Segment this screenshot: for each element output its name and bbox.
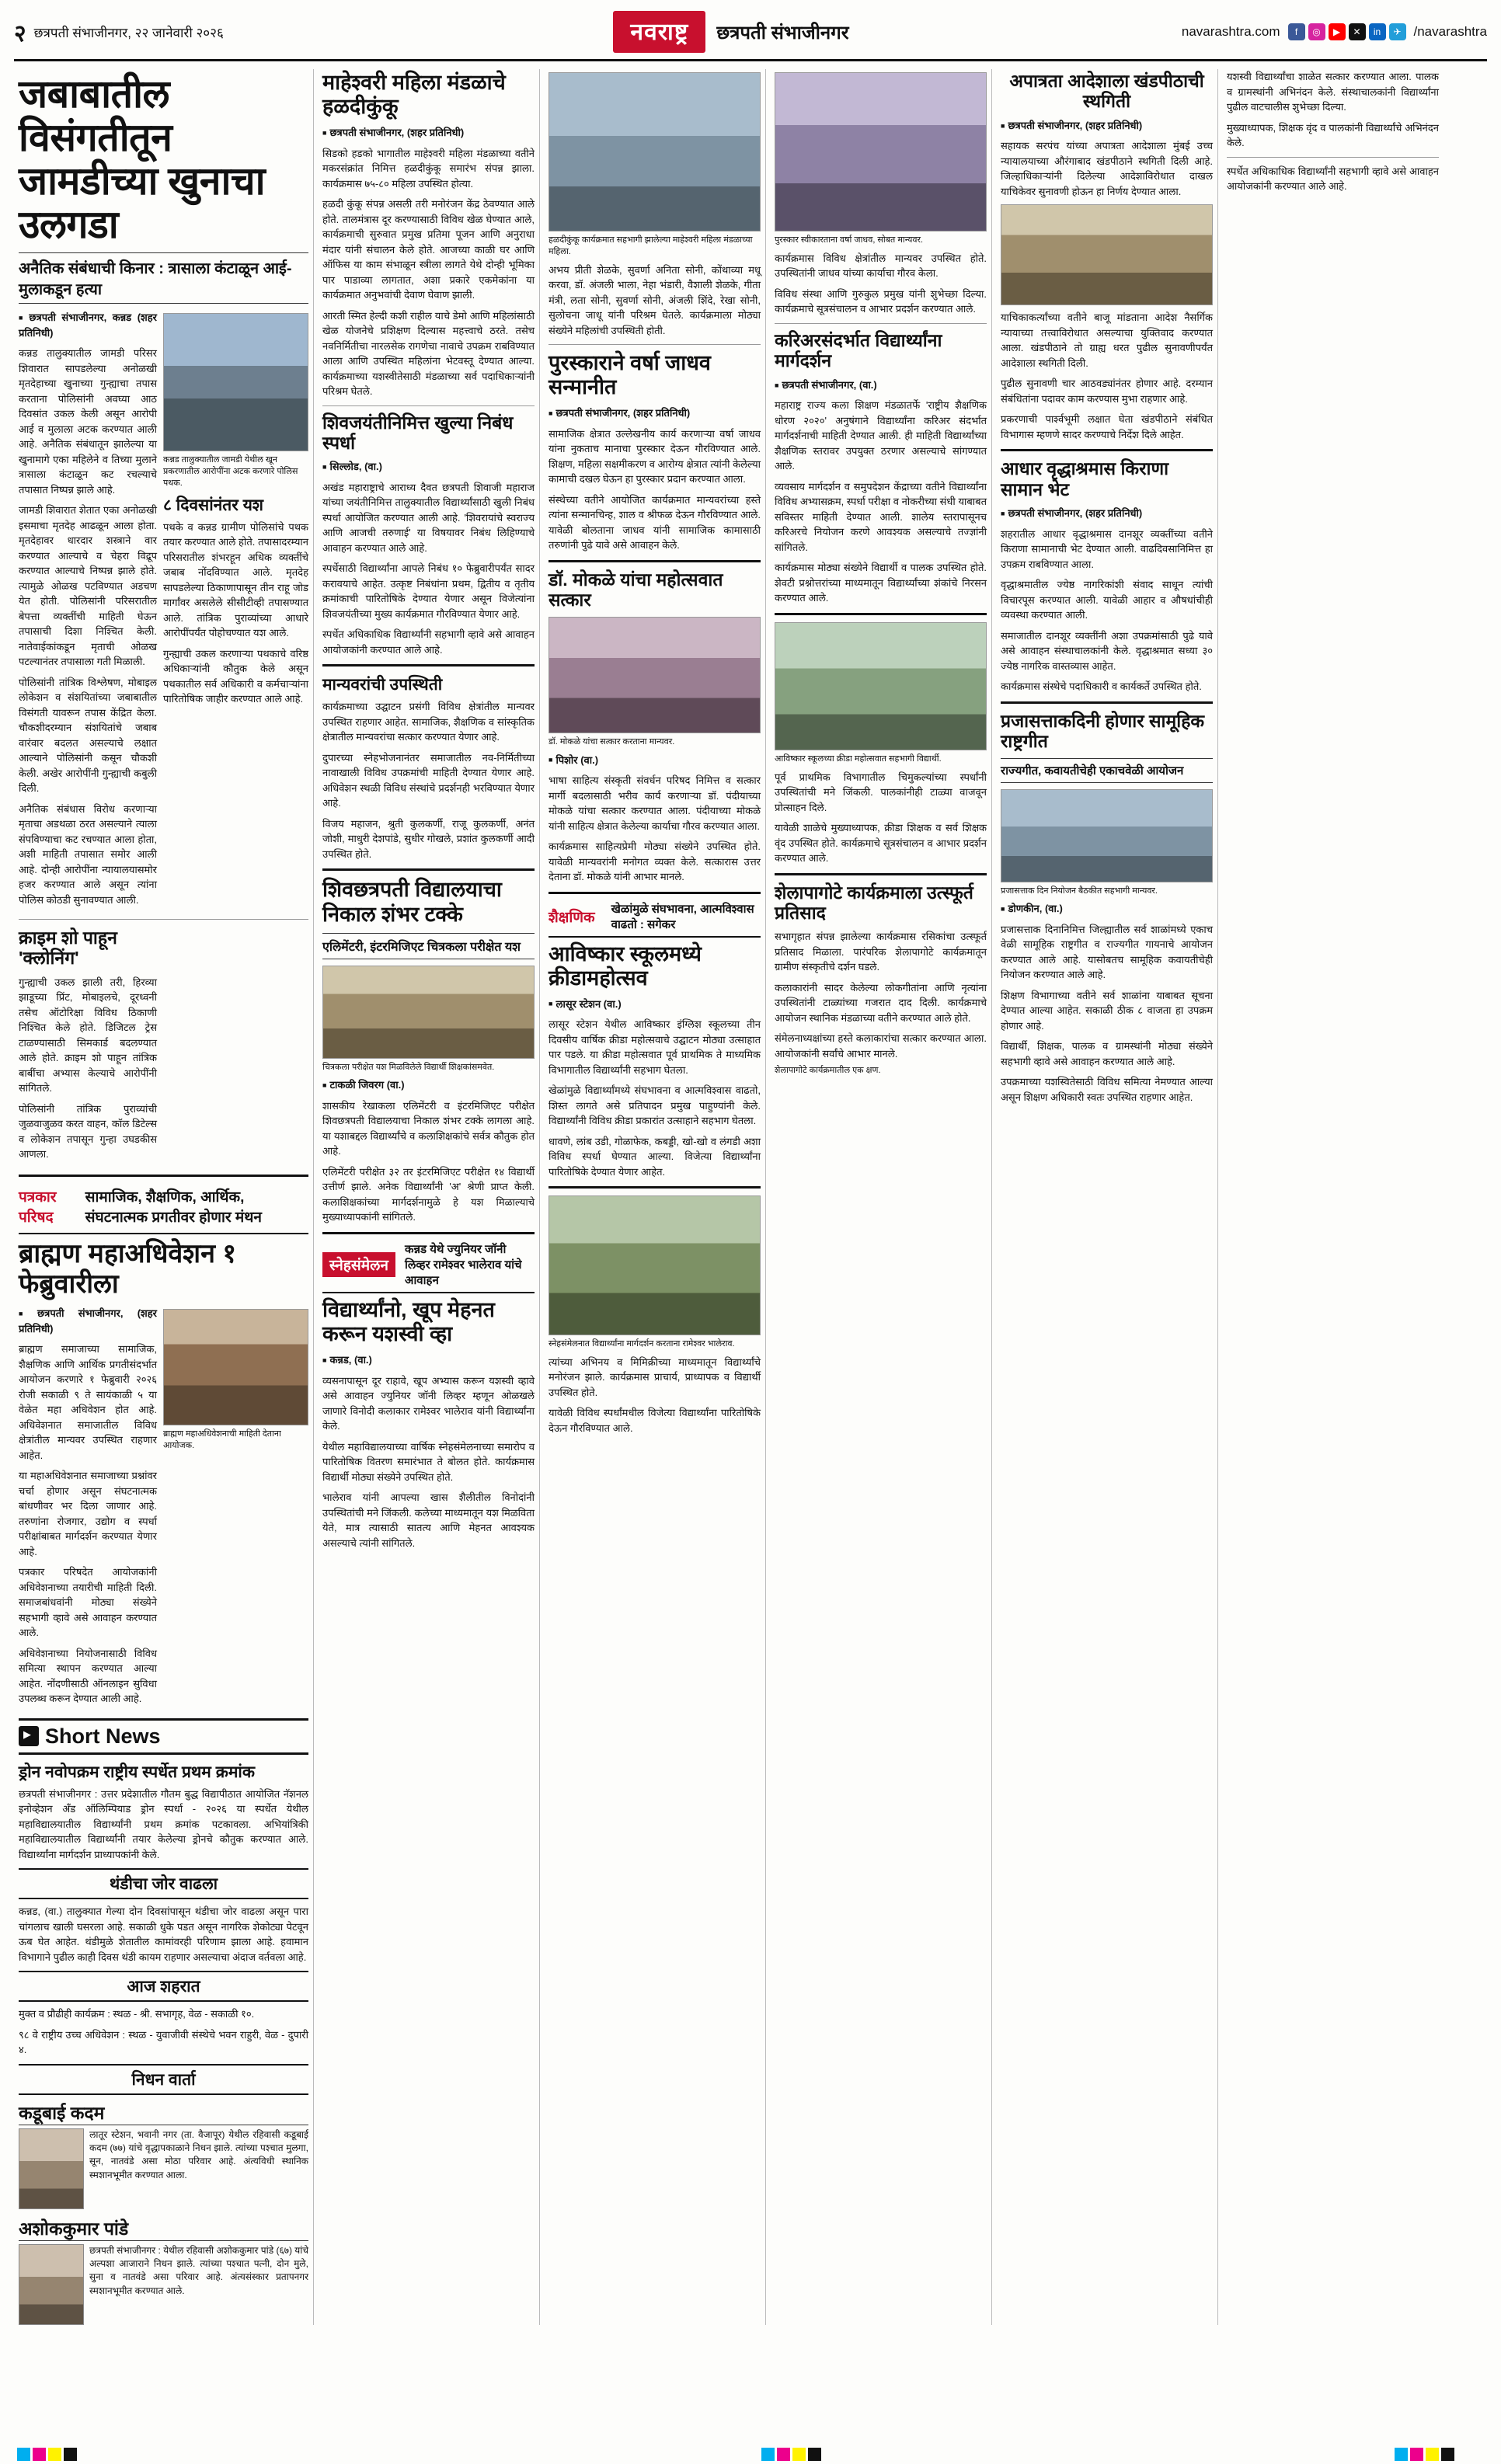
kicker-tag: पत्रकार परिषद bbox=[19, 1188, 57, 1226]
divider bbox=[1001, 701, 1213, 704]
dateline: ■ कन्नड, (वा.) bbox=[322, 1354, 372, 1366]
school-result-subhead: एलिमेंटरी, इंटरमिजिएट चित्रकला परीक्षेत यश bbox=[322, 933, 535, 959]
article-text: पोलिसांनी तांत्रिक पुराव्यांची जुळवाजुळव करत वाहन, कॉल डिटेल्स व लोकेशन तपासून गुन्हा उघडकीस आणला. bbox=[19, 1102, 157, 1161]
article-text bbox=[19, 1306, 157, 1336]
masthead-center bbox=[359, 11, 1103, 53]
dateline: ■ छत्रपती संभाजीनगर, (शहर प्रतिनिधी) bbox=[1001, 507, 1142, 519]
article-text: आरती स्मित हेल्दी कशी राहील याचे डेमो आणि महिलांसाठी खेळ योजनेचे प्रशिक्षण दिल्यास महत्त्वाचे ठरते. तसेच नवनिर्मितीचा नारलसेक रागणेचा नावाचे उपक्रम राबविण्यात आला आणि उपस्थित महिलांना भेटवस्तू देण्यात आल्या. कार्यक्रमाच्या यशस्वीतेसाठी मंडळाच्या सर्व पदाधिकाऱ्यांनी परिश्रम घेतले. bbox=[322, 309, 535, 398]
play-icon bbox=[19, 1726, 39, 1746]
article-text: कार्यक्रमास विविध क्षेत्रांतील मान्यवर उपस्थित होते. उपस्थितांनी जाधव यांच्या कार्याचा गौरव केला. bbox=[775, 252, 987, 280]
edition-name: छत्रपती संभाजीनगर bbox=[716, 22, 849, 44]
article-text bbox=[1001, 506, 1213, 521]
article-photo bbox=[322, 966, 535, 1059]
divider bbox=[322, 664, 535, 666]
article-photo bbox=[1001, 789, 1213, 882]
divider bbox=[549, 892, 761, 894]
photo-caption: प्रजासत्ताक दिन नियोजन बैठकीत सहभागी मान्यवर. bbox=[1001, 886, 1158, 896]
short-news-item bbox=[19, 1761, 308, 1863]
today-item: ९८ वे राष्ट्रीय उच्च अधिवेशन : स्थळ - युवाजीवी संस्थेचे भवन राहुरी, वेळ - दुपारी ४. bbox=[19, 2028, 308, 2056]
obituary-photo bbox=[19, 2128, 84, 2209]
x-icon[interactable]: ✕ bbox=[1349, 23, 1366, 40]
article-text: अधिवेशनाच्या नियोजनासाठी विविध समित्या स्थापन करण्यात आल्या आहेत. नोंदणीसाठी ऑनलाइन सुविधा उपलब्ध करून देण्यात आली आहे. bbox=[19, 1647, 157, 1705]
article-text: स्पर्धेत अधिकाधिक विद्यार्थ्यांनी सहभागी व्हावे असे आवाहन आयोजकांनी करण्यात आले आहे. bbox=[1227, 165, 1439, 192]
gavel-photo bbox=[1001, 204, 1213, 305]
snehasammelan-kicker bbox=[322, 1241, 535, 1293]
masthead bbox=[14, 11, 1487, 61]
dateline: ■ छत्रपती संभाजीनगर, (शहर प्रतिनिधी) bbox=[549, 407, 690, 419]
dateline: ■ छत्रपती संभाजीनगर, (शहर प्रतिनिधी) bbox=[19, 1307, 157, 1335]
article-text: मुख्याध्यापक, शिक्षक वृंद व पालकांनी विद्यार्थ्यांचे अभिनंदन केले. bbox=[1227, 121, 1439, 148]
article-text bbox=[549, 997, 761, 1012]
kicker-text: कन्नड येथे ज्युनियर जॉनी लिव्हर रामेश्वर भालेराव यांचे आवाहन bbox=[404, 1242, 522, 1287]
article-text: स्पर्धेसाठी विद्यार्थ्यांना आपले निबंध १० फेब्रुवारीपर्यंत सादर करावयाचे आहेत. उत्कृष्ट निबंधांना प्रथम, द्वितीय व तृतीय क्रमांकाची पारितोषिके देण्यात येणार असून विजेत्यांना शिवजयंतीच्या मुख्य कार्यक्रमात गौरविण्यात येणार आहे. bbox=[322, 562, 535, 620]
masthead-left bbox=[14, 16, 348, 48]
column-2 bbox=[318, 69, 539, 2325]
dateline: ■ लासूर स्टेशन (वा.) bbox=[549, 998, 622, 1010]
linkedin-icon[interactable]: in bbox=[1369, 23, 1386, 40]
article-text: पोलिसांनी तांत्रिक विश्लेषण, मोबाइल लोकेशन व संशयितांच्या जबाबातील विसंगती यावरून तपास केंद्रित केला. चौकशीदरम्यान संशयितांचे जबाब वारंवार बदलत असल्याचे लक्षात आल्याने पोलिसांनी कसून चौकशी केली. अखेर आरोपींनी गुन्ह्याची कबुली दिली. bbox=[19, 676, 157, 794]
social-handle[interactable]: /navarashtra bbox=[1413, 24, 1487, 39]
crime-show-headline: क्राइम शो पाहून 'क्लोनिंग' bbox=[19, 927, 117, 969]
dignitaries-subhead: मान्यवरांची उपस्थिती bbox=[322, 676, 443, 694]
article-text bbox=[322, 459, 535, 475]
lead-subheadline: अनैतिक संबंधाची किनार : त्रासाला कंटाळून आई-मुलाकडून हत्या bbox=[19, 252, 308, 304]
republic-day-headline: प्रजासत्ताकदिनी होणार सामूहिक राष्ट्रगीत bbox=[1001, 710, 1205, 752]
facebook-icon[interactable]: f bbox=[1288, 23, 1305, 40]
photo-caption: ब्राह्मण महाअधिवेशनाची माहिती देताना आयोजक. bbox=[163, 1429, 281, 1450]
article-text bbox=[322, 1077, 535, 1093]
divider bbox=[1227, 157, 1439, 158]
color-bar bbox=[17, 2448, 77, 2461]
essay-contest-headline: शिवजयंतीनिमित्त खुल्या निबंध स्पर्धा bbox=[322, 412, 514, 454]
short-news-headline: ड्रोन नवोपक्रम राष्ट्रीय स्पर्धेत प्रथम क्रमांक bbox=[19, 1763, 255, 1781]
career-guidance-headline: करिअरसंदर्भात विद्यार्थ्यांना मार्गदर्शन bbox=[775, 329, 942, 371]
article-photo bbox=[775, 622, 987, 750]
column-4 bbox=[770, 69, 991, 2325]
article-text: गुन्ह्याची उकल करणाऱ्या पथकाचे वरिष्ठ अधिकाऱ्यांनी कौतुक केले असून पथकातील सर्व अधिकारी व कर्मचाऱ्यांना पारितोषिक जाहीर करण्यात आले आहे. bbox=[163, 647, 308, 705]
article-text: उपक्रमाच्या यशस्वितेसाठी विविध समित्या नेमण्यात आल्या असून शिक्षण अधिकारी स्वतः उपस्थित राहणार आहेत. bbox=[1001, 1076, 1213, 1103]
article-text: यशस्वी विद्यार्थ्यांचा शाळेत सत्कार करण्यात आला. पालक व ग्रामस्थांनी अभिनंदन केले. संस्थाचालकांनी विद्यार्थ्यांना पुढील वाटचालीस शुभेच्छा दिल्या. bbox=[1227, 71, 1439, 113]
article-text: कार्यक्रमास संस्थेचे पदाधिकारी व कार्यकर्ते उपस्थित होते. bbox=[1001, 680, 1202, 693]
divider bbox=[322, 1232, 535, 1234]
brahman-convention-headline: ब्राह्मण महाअधिवेशन १ फेब्रुवारीला bbox=[19, 1238, 237, 1299]
kicker-text: खेळांमुळे संघभावना, आत्मविश्वास वाढतो : सगेकर bbox=[611, 902, 754, 931]
photo-caption: चित्रकला परीक्षेत यश मिळविलेले विद्यार्थी शिक्षकांसमवेत. bbox=[322, 1062, 495, 1072]
article-text: पथके व कन्नड ग्रामीण पोलिसांचे पथक तयार करण्यात आले होते. तपासादरम्यान परिसरातील शंभरहून अधिक व्यक्तींचे जबाब नोंदविण्यात आले. मृतदेह सापडलेल्या ठिकाणापासून तीन राहू जोड मार्गांवर असलेले सीसीटीव्ही तपासण्यात आले. तांत्रिक पुराव्यांच्या आधारे आरोपींपर्यंत पोहोचण्यात यश आले. bbox=[163, 520, 308, 639]
article-text: महाराष्ट्र राज्य कला शिक्षण मंडळातर्फे 'राष्ट्रीय शैक्षणिक धोरण २०२०' अनुषंगाने विद्यार्थ्यांना करिअर संदर्भात मार्गदर्शनाची माहिती देण्यात आली. ही माहिती विद्यार्थ्यांच्या शैक्षणिक स्तरावर उपयुक्त ठरणार असल्याचे सांगण्यात आले. bbox=[775, 399, 987, 472]
dateline: ■ डोणकीन, (वा.) bbox=[1001, 903, 1063, 914]
obituary-photo bbox=[19, 2244, 84, 2325]
sports-festival-headline: आविष्कार स्कूलमध्ये क्रीडामहोत्सव bbox=[549, 941, 702, 990]
republic-day-subhead: राज्यगीत, कवायतीचेही एकाचवेळी आयोजन bbox=[1001, 758, 1213, 783]
education-kicker bbox=[549, 901, 761, 938]
article-text: स्पर्धेत अधिकाधिक विद्यार्थ्यांनी सहभागी व्हावे असे आवाहन आयोजकांनी करण्यात आले आहे. bbox=[322, 628, 535, 656]
social-icons bbox=[1288, 23, 1406, 40]
divider bbox=[775, 323, 987, 324]
article-text: व्यवसाय मार्गदर्शन व समुपदेशन केंद्राच्या वतीने विद्यार्थ्यांना विविध अभ्यासक्रम, स्पर्धा परीक्षा व नोकरीच्या संधी याबाबत सविस्तर माहिती देण्यात आली. शालेय स्तरापासूनच करिअरचे नियोजन करणे आवश्यक असल्याचे तज्ज्ञांनी सांगितले. bbox=[775, 480, 987, 553]
column-6 bbox=[1222, 69, 1444, 2325]
article-text: हळदी कुंकू संपन्न असली तरी मनोरंजन केंद्र ठेवण्यात आले होते. तालमंत्रास दूर करण्यासाठी विविध खेळ घेण्यात आले, कार्यक्रमाची सुरुवात प्रमुख प्रतिमा पूजन आणि अनुराधा मंदार यांनी संचालन केले होते. आजच्या काळी घर आणि ऑफिस या काम संभाळून स्त्रीला लागते येथे दोन्ही भूमिका पार पाडाव्या लागतात, अशा प्रकारे एकमेकांना या कार्यक्रमात अनुभवांची देवाण घेवाण झाली. bbox=[322, 198, 535, 301]
article-text: दुपारच्या स्नेहभोजनानंतर समाजातील नव-निर्मितीच्या नावाखाली विविध उपक्रमांची माहिती देण्यात येणार आहे. अधिवेशन स्थळी विविध संस्थांचे प्रदर्शनही भरविण्यात येणार आहे. bbox=[322, 751, 535, 809]
article-text bbox=[1001, 118, 1213, 134]
obituary-text: छत्रपती संभाजीनगर : येथील रहिवासी अशोककुमार पांडे (६७) यांचे अल्पशा आजाराने निधन झाले. त्यांच्या पश्चात पत्नी, दोन मुले, सुना व नातवंडे असा परिवार आहे. अंत्यसंस्कार प्रतापनगर स्मशानभूमीत करण्यात आले. bbox=[89, 2244, 308, 2296]
article-text: सभागृहात संपन्न झालेल्या कार्यक्रमास रसिकांचा उत्स्फूर्त प्रतिसाद मिळाला. पारंपरिक शेलापागोटे कार्यक्रमातून ग्रामीण संस्कृतीचे दर्शन घडले. bbox=[775, 931, 987, 973]
article-text: विद्यार्थी, शिक्षक, पालक व ग्रामस्थांनी मोठ्या संख्येने सहभागी व्हावे असे आवाहन करण्यात आले आहे. bbox=[1001, 1040, 1213, 1067]
short-news-text: कन्नड, (वा.) तालुक्यात गेल्या दोन दिवसांपासून थंडीचा जोर वाढला असून पारा चांगलाच खाली घसरला आहे. सकाळी धुके पडत असून नागरिक शेकोट्या पेटवून ऊब घेत आहेत. थंडीमुळे शेतातील कामांवरही परिणाम झाला आहे. हवामान विभागाने पुढील काही दिवस थंडी कायम राहणार असल्याचा अंदाज वर्तवला आहे. bbox=[19, 1905, 308, 1963]
obituary-name: अशोककुमार पांडे bbox=[19, 2215, 308, 2241]
photo-caption: आविष्कार स्कूलच्या क्रीडा महोत्सवात सहभागी विद्यार्थी. bbox=[775, 753, 942, 764]
short-news-title: Short News bbox=[45, 1724, 161, 1748]
article-text: अखंड महाराष्ट्राचे आराध्य दैवत छत्रपती शिवाजी महाराज यांच्या जयंतीनिमित्त तालुक्यातील विद्यार्थ्यांसाठी खुली निबंध स्पर्धा आयोजित करण्यात आली आहे. 'शिवरायांचे स्वराज्य आणि आजची तरुणाई' या विषयावर निबंध लिहिण्याचे आवाहन करण्यात आले आहे. bbox=[322, 481, 535, 554]
article-text: एलिमेंटरी परीक्षेत ३२ तर इंटरमिजिएट परीक्षेत १४ विद्यार्थी उत्तीर्ण झाले. अनेक विद्यार्थ्यांनी 'अ' श्रेणी प्राप्त केली. कलाशिक्षकांच्या मार्गदर्शनामुळे हे यश मिळाल्याचे मुख्याध्यापकांनी सांगितले. bbox=[322, 1165, 535, 1223]
kicker-tag: स्नेहसंमेलन bbox=[322, 1252, 395, 1277]
dateline: ■ छत्रपती संभाजीनगर, (शहर प्रतिनिधी) bbox=[1001, 120, 1142, 131]
shelapagote-headline: शेलापागोटे कार्यक्रमाला उत्स्फूर्त प्रतिसाद bbox=[775, 882, 973, 923]
article-text: या महाअधिवेशनात समाजाच्या प्रश्नांवर चर्चा होणार असून संघटनात्मक बांधणीवर भर दिला जाणार आहे. तरुणांना रोजगार, उद्योग व स्पर्धा परीक्षांबाबत मार्गदर्शन करण्यात येणार आहे. bbox=[19, 1470, 157, 1557]
article-text bbox=[549, 753, 761, 768]
short-news-header bbox=[19, 1718, 308, 1755]
article-text: शहरातील आधार वृद्धाश्रमास दानशूर व्यक्तींच्या वतीने किराणा सामानाची भेट देण्यात आली. वाढदिवसानिमित्त हा उपक्रम राबविण्यात आला. bbox=[1001, 527, 1213, 570]
kicker-tag: शैक्षणिक bbox=[549, 909, 595, 926]
article-text: संस्थेच्या वतीने आयोजित कार्यक्रमात मान्यवरांच्या हस्ते त्यांना सन्मानचिन्ह, शाल व श्रीफळ देऊन गौरविण्यात आले. यावेळी बोलताना जाधव यांनी सामाजिक कामासाठी तरुणांनी पुढे यावे असे आवाहन केले. bbox=[549, 493, 761, 552]
article-text: खेळांमुळे विद्यार्थ्यांमध्ये संघभावना व आत्मविश्वास वाढतो, शिस्त लागते असे प्रतिपादन प्रमुख पाहुण्यांनी केले. विद्यार्थ्यांनी विविध क्रीडा प्रकारांत उत्साहाने सहभाग घेतला. bbox=[549, 1084, 761, 1127]
article-text: शासकीय रेखाकला एलिमेंटरी व इंटरमिजिएट परीक्षेत शिवछत्रपती विद्यालयाचा निकाल शंभर टक्के लागला आहे. या यशाबद्दल विद्यार्थ्यांचे व कलाशिक्षकांचे सर्वत्र कौतुक होत आहे. bbox=[322, 1099, 535, 1157]
telegram-icon[interactable]: ✈ bbox=[1389, 23, 1406, 40]
photo-caption: पुरस्कार स्वीकारताना वर्षा जाधव, सोबत मान्यवर. bbox=[775, 235, 924, 245]
article-text: याचिकाकर्त्यांच्या वतीने बाजू मांडताना आदेश नैसर्गिक न्यायाच्या तत्त्वाविरोधात असल्याचा युक्तिवाद करण्यात आला. खंडपीठाने तो ग्राह्य धरत पुढील सुनावणीपर्यंत आदेशाला स्थगिती दिली. bbox=[1001, 311, 1213, 369]
article-text: कार्यक्रमास साहित्यप्रेमी मोठ्या संख्येने उपस्थित होते. यावेळी मान्यवरांनी मनोगत व्यक्त केले. सत्कारास उत्तर देताना डॉ. मोकळे यांनी आभार मानले. bbox=[549, 840, 761, 882]
obituary-item bbox=[19, 2215, 308, 2325]
divider bbox=[549, 560, 761, 562]
article-text: यावेळी विविध स्पर्धांमधील विजेत्या विद्यार्थ्यांना पारितोषिके देऊन गौरविण्यात आले. bbox=[549, 1407, 761, 1434]
article-text: पत्रकार परिषदेत आयोजकांनी अधिवेशनाच्या तयारीची माहिती दिली. समाजबांधवांनी मोठ्या संख्येने सहभागी व्हावे असे आवाहन करण्यात आले. bbox=[19, 1566, 157, 1639]
divider bbox=[775, 873, 987, 875]
school-result-headline: शिवछत्रपती विद्यालयाचा निकाल शंभर टक्के bbox=[322, 878, 502, 926]
page-number: २ bbox=[14, 20, 26, 47]
photo-caption: स्नेहसंमेलनात विद्यार्थ्यांना मार्गदर्शन करताना रामेश्वर भालेराव. bbox=[549, 1339, 735, 1349]
article-text bbox=[775, 378, 987, 393]
article-text: कलाकारांनी सादर केलेल्या लोकगीतांना आणि नृत्यांना उपस्थितांनी टाळ्यांच्या गजरात दाद दिली. कार्यक्रमाचे आयोजन स्थानिक मंडळाच्या वतीने करण्यात आले होते. bbox=[775, 981, 987, 1024]
divider bbox=[19, 1175, 308, 1177]
maheshwari-headline: माहेश्वरी महिला मंडळाचे हळदीकुंकू bbox=[322, 71, 506, 119]
article-text: त्यांच्या अभिनय व मिमिक्रीच्या माध्यमातून विद्यार्थ्यांचे मनोरंजन झाले. कार्यक्रमास प्राचार्य, प्राध्यापक व विद्यार्थी उपस्थित होते. bbox=[549, 1356, 761, 1398]
color-bar bbox=[1395, 2448, 1454, 2461]
article-text: प्रकरणाची पार्श्वभूमी लक्षात घेता खंडपीठाने संबंधित विभागास म्हणणे सादर करण्याचे निर्देश दिले आहेत. bbox=[1001, 413, 1213, 440]
website-url[interactable]: navarashtra.com bbox=[1181, 24, 1280, 39]
article-photo bbox=[163, 313, 308, 451]
article-text: यावेळी शाळेचे मुख्याध्यापक, क्रीडा शिक्षक व सर्व शिक्षक वृंद उपस्थित होते. कार्यक्रमाचे सूत्रसंचालन व आभार प्रदर्शन करण्यात आले. bbox=[775, 822, 987, 865]
divider bbox=[1001, 449, 1213, 451]
divider bbox=[775, 613, 987, 615]
divider bbox=[19, 919, 308, 920]
article-text: पुढील सुनावणी चार आठवड्यांनंतर होणार आहे. दरम्यान संबंधितांना पदावर काम करण्यास मुभा राहणार आहे. bbox=[1001, 378, 1213, 405]
dateline: ■ छत्रपती संभाजीनगर, (वा.) bbox=[775, 379, 877, 391]
column-3 bbox=[544, 69, 765, 2325]
article-text: सिडको हडको भागातील माहेश्वरी महिला मंडळाच्या वतीने मकरसंक्रांत निमित्त हळदीकुंकू समारंभ संपन्न झाला. कार्यक्रमास ७५-८० महिला उपस्थित होत्या. bbox=[322, 147, 535, 190]
article-text: विजय महाजन, श्रुती कुलकर्णी, राजू कुलकर्णी, अनंत जोशी, माधुरी देशपांडे, सुधीर गोखले, प्रशांत कुलकर्णी आदी उपस्थित होते. bbox=[322, 817, 535, 860]
dateline: ■ पिशोर (वा.) bbox=[549, 754, 598, 766]
article-text: समाजातील दानशूर व्यक्तींनी अशा उपक्रमांसाठी पुढे यावे असे आवाहन संस्थाचालकांनी केले. वृद्धाश्रमात सध्या ३० ज्येष्ठ नागरिक वास्तव्यास आहेत. bbox=[1001, 629, 1213, 672]
disqualification-headline: अपात्रता आदेशाला खंडपीठाची स्थगिती bbox=[1009, 71, 1204, 112]
article-text bbox=[549, 405, 761, 421]
short-news-headline: थंडीचा जोर वाढला bbox=[19, 1868, 308, 1899]
article-text: अनैतिक संबंधास विरोध करणाऱ्या मृताचा अडथळा ठरत असल्याने त्याला संपविण्याचा कट रचण्यात आला होता, अशी माहिती तपासात समोर आली आहे. दोन्ही आरोपींना न्यायालयासमोर हजर करण्यात आले असून त्यांना पोलिस कोठडी सुनावण्यात आली. bbox=[19, 802, 157, 906]
press-conference-kicker bbox=[19, 1184, 308, 1234]
short-news-text: छत्रपती संभाजीनगर : उत्तर प्रदेशातील गौतम बुद्ध विद्यापीठात आयोजित नॅशनल इनोव्हेशन अँड ऑलिम्पियाड ड्रोन स्पर्धा - २०२६ या स्पर्धेत येथील महाविद्यालयातील विद्यार्थ्यांनी प्रथम क्रमांक पटकावला. अभियांत्रिकी महाविद्यालयातील विद्यार्थ्यांनी तयार केलेल्या ड्रोनचे कौतुक करण्यात आले. विद्यार्थ्यांना मार्गदर्शन प्राध्यापकांनी केले. bbox=[19, 1787, 308, 1860]
award-headline: पुरस्काराने वर्षा जाधव सन्मानीत bbox=[549, 351, 711, 399]
snehasammelan-headline: विद्यार्थ्यांनो, खूप मेहनत करून यशस्वी व्हा bbox=[322, 1297, 495, 1345]
dateline: ■ टाकळी जिवरग (वा.) bbox=[322, 1079, 405, 1091]
photo-caption: डॉ. मोकळे यांचा सत्कार करताना मान्यवर. bbox=[549, 736, 675, 747]
article-photo bbox=[775, 72, 987, 231]
dateline: ■ छत्रपती संभाजीनगर, (शहर प्रतिनिधी) bbox=[322, 127, 464, 138]
article-text bbox=[322, 125, 535, 141]
article-text: भालेराव यांनी आपल्या खास शैलीतील विनोदांनी उपस्थितांची मने जिंकली. कलेच्या माध्यमातून यश मिळविता येते, मात्र त्यासाठी सातत्य आणि मेहनत आवश्यक असल्याचे त्यांनी सांगितले. bbox=[322, 1491, 535, 1549]
today-item: मुक्त व प्रौढीही कार्यक्रम : स्थळ - श्री. सभागृह, वेळ - सकाळी १०. bbox=[19, 2008, 255, 2020]
article-text bbox=[19, 310, 157, 340]
article-photo bbox=[163, 1309, 308, 1425]
article-photo bbox=[549, 1195, 761, 1335]
divider bbox=[322, 868, 535, 871]
obituary-name: कडूबाई कदम bbox=[19, 2100, 308, 2125]
article-text: विविध संस्था आणि गुरुकुल प्रमुख यांनी शुभेच्छा दिल्या. कार्यक्रमाचे सूत्रसंचालन व आभार प्रदर्शन करण्यात आले. bbox=[775, 287, 987, 315]
article-text: व्यसनापासून दूर राहावे, खूप अभ्यास करून यशस्वी व्हावे असे आवाहन ज्युनियर जॉनी लिव्हर म्हणून ओळखले जाणारे विनोदी कलाकार रामेश्वर भालेराव यांनी विद्यार्थ्यांना केले. bbox=[322, 1374, 535, 1432]
crime-show-article bbox=[19, 926, 157, 1168]
article-text: कन्नड तालुक्यातील जामडी परिसर शिवारात सापडलेल्या अनोळखी मृतदेहाच्या खुनाच्या गुन्ह्याचा तपास करताना पोलिसांनी अवघ्या आठ दिवसांत उकल केली असून आरोपी आई व मुलाला अटक करण्यात आली आहे. अनैतिक संबंधातून झालेल्या या खुनामागे एका महिलेने व तिच्या मुलाने त्रासाला कंटाळून कट रचल्याचे तपासात निष्पन्न झाले आहे. bbox=[19, 347, 157, 496]
article-subhead: ८ दिवसांनंतर यश bbox=[163, 496, 263, 514]
article-text: जामडी शिवारात शेतात एका अनोळखी इसमाचा मृतदेह आढळून आला होता. मृतदेहावर धारदार शस्त्राने वार करण्यात आल्याचे व चेहरा विद्रूप करण्यात आल्याचे निष्पन्न झाले होते. त्यामुळे ओळख पटविण्यात अडचण येत होती. पोलिसांनी परिसरातील बेपत्ता व्यक्तींची माहिती घेऊन तपासाची दिशा निश्चित केली. नातेवाईकांकडून मृताची ओळख पटल्यानंतर तपासाला गती मिळाली. bbox=[19, 504, 157, 667]
article-text: वृद्धाश्रमातील ज्येष्ठ नागरिकांशी संवाद साधून त्यांची विचारपूस करण्यात आली. यावेळी आहार व औषधांचीही व्यवस्था करण्यात आली. bbox=[1001, 579, 1213, 621]
mokale-felicitation-headline: डॉ. मोकळे यांचा महोत्सवात सत्कार bbox=[549, 569, 723, 611]
today-in-city-title: आज शहरात bbox=[19, 1971, 308, 2002]
dateline: ■ सिल्लोड, (वा.) bbox=[322, 461, 382, 472]
kicker-text: सामाजिक, शैक्षणिक, आर्थिक, संघटनात्मक प्रगतीवर होणार मंथन bbox=[85, 1188, 262, 1226]
divider bbox=[322, 405, 535, 406]
article-text: ब्राह्मण समाजाच्या सामाजिक, शैक्षणिक आणि आर्थिक प्रगतीसंदर्भात आयोजन करणारे १ फेब्रुवारी २०२६ रोजी सकाळी ९ ते सायंकाळी ५ या वेळेत महा अधिवेशन होत आहे. अधिवेशनात समाजातील विविध क्षेत्रांतील मान्यवर उपस्थित राहणार आहेत. bbox=[19, 1343, 157, 1461]
article-text: अभय प्रीती शेळके, सुवर्णा अनिता सोनी, कोंथाव्या मधू करवा, डॉ. अंजली भाला, नेहा भंडारी, वैशाली शेळके, गीता मंत्री, लता सोनी, सुवर्णा सोनी, अंजली शिंदे, रेखा सोनी, सुलोचना जाधू यांनी परिश्रम घेतले. कार्यक्रमाला मोठ्या संख्येने महिलांची उपस्थिती होती. bbox=[549, 263, 761, 336]
article-text: लासूर स्टेशन येथील आविष्कार इंग्लिश स्कूलच्या तीन दिवसीय वार्षिक क्रीडा महोत्सवाचे उद्घाटन मोठ्या उत्साहात पार पडले. या क्रीडा महोत्सवात पूर्व प्राथमिक ते माध्यमिक विभागातील विद्यार्थ्यांनी सहभाग घेतला. bbox=[549, 1018, 761, 1076]
article-photo bbox=[549, 617, 761, 733]
youtube-icon[interactable]: ▶ bbox=[1329, 23, 1346, 40]
article-text bbox=[322, 1352, 535, 1368]
article-text: सामाजिक क्षेत्रात उल्लेखनीय कार्य करणाऱ्या वर्षा जाधव यांना नुकताच मानाचा पुरस्कार देऊन गौरविण्यात आले. शिक्षण, महिला सक्षमीकरण व आरोग्य क्षेत्रात त्यांनी केलेल्या कामाची दखल घेऊन हा पुरस्कार प्रदान करण्यात आला. bbox=[549, 427, 761, 485]
divider bbox=[549, 344, 761, 345]
article-photo bbox=[549, 72, 761, 231]
dateline: ■ छत्रपती संभाजीनगर, कन्नड (शहर प्रतिनिधी) bbox=[19, 311, 157, 339]
article-text: कार्यक्रमाच्या उद्घाटन प्रसंगी विविध क्षेत्रांतील मान्यवर उपस्थित राहणार आहेत. सामाजिक, शैक्षणिक व सांस्कृतिक क्षेत्रातील मान्यवरांचा सत्कार करण्यात येणार आहे. bbox=[322, 701, 535, 743]
newspaper-logo: नवराष्ट्र bbox=[613, 11, 705, 53]
column-5 bbox=[996, 69, 1217, 2325]
masthead-place-date: छत्रपती संभाजीनगर, २२ जानेवारी २०२६ bbox=[33, 25, 224, 40]
article-text: शिक्षण विभागाच्या वतीने सर्व शाळांना याबाबत सूचना देण्यात आल्या आहेत. सकाळी ठीक ८ वाजता हा उपक्रम होणार आहे. bbox=[1001, 989, 1213, 1032]
instagram-icon[interactable]: ◎ bbox=[1308, 23, 1325, 40]
article-text: कार्यक्रमास मोठ्या संख्येने विद्यार्थी व पालक उपस्थित होते. शेवटी प्रश्नोत्तरांच्या माध्यमातून विद्यार्थ्यांच्या शंकांचे निरसन करण्यात आले. bbox=[775, 562, 987, 604]
article-text: भाषा साहित्य संस्कृती संवर्धन परिषद निमित्त व सत्कार मार्गी बदलासाठी भरीव कार्य करणाऱ्या डॉ. पंदीयाच्या मोकळे यांचा सत्कार करण्यात आला. पंदीयाच्या मोकळे यांनी साहित्य क्षेत्रात केलेल्या कार्याचा गौरव करण्यात आला. bbox=[549, 774, 761, 832]
article-text: सहायक सरपंच यांच्या अपात्रता आदेशाला मुंबई उच्च न्यायालयाच्या औरंगाबाद खंडपीठाने स्थगिती दिली आहे. जिल्हाधिकाऱ्यांनी दिलेल्या आदेशाविरोधात दाखल याचिकेवर सुनावणी होऊन हा निर्णय देण्यात आला. bbox=[1001, 140, 1213, 197]
lead-headline: जबाबातील विसंगतीतून जामडीच्या खुनाचा उलगडा bbox=[19, 72, 266, 246]
obituary-text: लातूर स्टेशन, भवानी नगर (ता. वैजापूर) येथील रहिवासी कडूबाई कदम (७७) यांचे वृद्धापकाळाने निधन झाले. त्यांच्या पश्चात मुलगा, सून, नातवंडे असा मोठा परिवार आहे. अंत्यविधी स्थानिक स्मशानभूमीत करण्यात आला. bbox=[89, 2128, 308, 2180]
oldage-home-headline: आधार वृद्धाश्रमास किराणा सामान भेट bbox=[1001, 458, 1169, 499]
article-text: प्रजासत्ताक दिनानिमित्त जिल्ह्यातील सर्व शाळांमध्ये एकाच वेळी सामूहिक राष्ट्रगीत व राज्यगीत गायनाचे आयोजन करण्यात आले आहे. यासोबतच सामूहिक कवायतीचेही नियोजन करण्यात आले आहे. bbox=[1001, 923, 1213, 981]
photo-caption: कन्नड तालुक्यातील जामडी येथील खून प्रकरणातील आरोपींना अटक करणारे पोलिस पथक. bbox=[163, 455, 298, 488]
article-text: गुन्ह्याची उकल झाली तरी, हिरव्या झाडूच्या प्रिंट, मोबाइलचे, दूरध्वनी तसेच ऑटोरिक्षा विविध ठिकाणी निश्चित केले होते. डिजिटल ट्रेस टाळण्यासाठी सिमकार्ड बदलण्यात आले होते. क्राइम शो पाहून तांत्रिक बाबींचा अभ्यास केल्याचे आरोपींनी सांगितले. bbox=[19, 976, 157, 1095]
color-bar bbox=[761, 2448, 821, 2461]
article-text: येथील महाविद्यालयाच्या वार्षिक स्नेहसंमेलनाच्या समारोप व पारितोषिक वितरण समारंभात ते बोलत होते. कार्यक्रमास विद्यार्थी मोठ्या संख्येने उपस्थित होते. bbox=[322, 1440, 535, 1483]
page-columns bbox=[14, 69, 1487, 2325]
divider bbox=[549, 1186, 761, 1188]
photo-caption: शेलापागोटे कार्यक्रमातील एक क्षण. bbox=[775, 1066, 881, 1076]
column-1 bbox=[14, 69, 313, 2325]
photo-caption: हळदीकुंकू कार्यक्रमात सहभागी झालेल्या माहेश्वरी महिला मंडळाच्या महिला. bbox=[549, 235, 753, 256]
article-text: पूर्व प्राथमिक विभागातील चिमुकल्यांच्या स्पर्धांनी उपस्थितांची मने जिंकली. पालकांनीही टाळ्या वाजवून प्रोत्साहन दिले. bbox=[775, 771, 987, 813]
article-text: धावणे, लांब उडी, गोळाफेक, कबड्डी, खो-खो व लंगडी अशा विविध स्पर्धा घेण्यात आल्या. विजेत्या विद्यार्थ्यांना पारितोषिके देण्यात येणार आहेत. bbox=[549, 1135, 761, 1178]
article-text: संमेलनाध्यक्षांच्या हस्ते कलाकारांचा सत्कार करण्यात आला. आयोजकांनी सर्वांचे आभार मानले. bbox=[775, 1032, 987, 1060]
masthead-right bbox=[1114, 23, 1487, 40]
obituary-item bbox=[19, 2100, 308, 2209]
obituary-title: निधन वार्ता bbox=[19, 2064, 308, 2095]
article-text bbox=[1001, 901, 1213, 917]
